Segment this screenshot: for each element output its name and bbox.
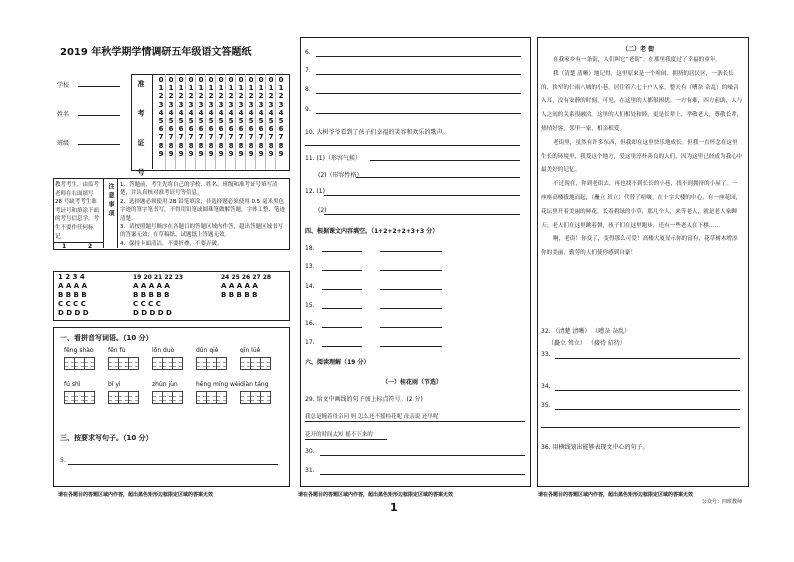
answer-line[interactable] [322, 289, 362, 290]
digit-bubble[interactable]: 7 [258, 133, 264, 142]
digit-bubble[interactable]: 0 [198, 76, 204, 84]
digit-bubble[interactable]: 6 [278, 125, 284, 134]
grid-divider [152, 74, 153, 169]
mc-group-3 [221, 273, 271, 300]
digit-bubble[interactable]: 5 [278, 117, 284, 126]
digit-bubble[interactable]: 6 [218, 125, 224, 134]
digit-bubble[interactable]: 7 [188, 133, 194, 142]
pinyin-label: zhǔn jùn [152, 381, 178, 388]
digit-bubble[interactable]: 3 [228, 100, 234, 109]
digit-bubble[interactable]: 9 [168, 149, 174, 158]
digit-bubble[interactable]: 9 [258, 149, 264, 158]
digit-bubble[interactable]: 0 [218, 76, 224, 84]
admission-digit-column[interactable] [277, 76, 285, 158]
digit-bubble[interactable]: 8 [188, 141, 194, 150]
q11-1-label: 11. (1)（形容气候） [305, 155, 361, 162]
writing-cell[interactable] [260, 391, 271, 404]
digit-bubble[interactable]: 8 [218, 141, 224, 150]
notice-item: 2．选择题必须使用 2B 铅笔填涂；非选择题必须使用 0.5 毫米黑色字迹的签字笔书写，不得用铅笔或圆珠笔做解答题，字体工整、笔迹清楚。 [120, 198, 286, 222]
absent-note: 教考考生，由监考老师在右面填写 28 号缺考考生准考证号和填涂下面的考号信息学，考生不要作任何标记。 [55, 182, 100, 240]
digit-bubble[interactable]: 6 [168, 125, 174, 134]
digit-bubble[interactable]: 3 [188, 100, 194, 109]
mc-option-row[interactable]: D D D D [58, 309, 89, 317]
writing-cell[interactable] [84, 357, 95, 370]
digit-bubble[interactable]: 0 [238, 76, 244, 84]
digit-bubble[interactable]: 6 [228, 125, 234, 134]
digit-bubble[interactable]: 2 [198, 92, 204, 101]
digit-bubble[interactable]: 2 [258, 92, 264, 101]
answer-line[interactable] [356, 177, 520, 178]
digit-bubble[interactable]: 8 [278, 141, 284, 150]
grid-line [275, 74, 276, 169]
writing-cell[interactable] [128, 357, 139, 370]
q14-label: 14. [305, 283, 315, 290]
answer-line[interactable] [305, 145, 520, 146]
digit-bubble[interactable]: 3 [208, 100, 214, 109]
digit-bubble[interactable]: 3 [268, 100, 274, 109]
q33-answer-line[interactable] [555, 358, 740, 359]
mc-group-1 [58, 273, 89, 318]
pinyin-label: fú shì [64, 381, 81, 388]
writing-grid[interactable] [152, 357, 182, 370]
grid-line [215, 74, 216, 169]
digit-bubble[interactable]: 2 [218, 92, 224, 101]
answer-line[interactable] [316, 56, 521, 57]
section-4-heading: 四、根据课文内容填空。（1+2+2+2+3+3 分） [305, 228, 439, 235]
admission-digit-column[interactable] [267, 76, 275, 158]
pinyin-label: hēng míng wèi [196, 381, 241, 388]
class-input[interactable] [78, 144, 120, 145]
digit-bubble[interactable]: 5 [198, 117, 204, 126]
grid-line [195, 74, 196, 169]
writing-grid[interactable] [240, 391, 270, 404]
writing-grid[interactable] [152, 391, 182, 404]
digit-bubble[interactable]: 9 [198, 149, 204, 158]
digit-bubble[interactable]: 1 [258, 84, 264, 93]
q5-label: 5. [60, 457, 66, 464]
digit-bubble[interactable]: 4 [248, 108, 254, 117]
q31-label: 31. [305, 467, 315, 474]
digit-bubble[interactable]: 6 [188, 125, 194, 134]
school-label: 学校 [57, 82, 70, 89]
digit-bubble[interactable]: 5 [248, 117, 254, 126]
digit-bubble[interactable]: 1 [248, 84, 254, 93]
q8-label: 8. [305, 86, 311, 93]
digit-bubble[interactable]: 1 [168, 84, 174, 93]
mc-option-row[interactable]: C C C C [58, 300, 86, 308]
answer-line[interactable] [316, 113, 521, 114]
digit-bubble[interactable]: 4 [228, 108, 234, 117]
name-input[interactable] [78, 115, 120, 116]
section-6-heading: 六、阅读理解（19 分） [305, 359, 370, 366]
digit-bubble[interactable]: 0 [158, 76, 164, 84]
admission-digit-column[interactable] [187, 76, 195, 158]
digit-bubble[interactable]: 0 [178, 76, 184, 84]
q29-sentence-1: 我总是缠着母亲问 妈 怎么还不摇桂花呢 母亲说 还早呢 [305, 414, 439, 420]
pinyin-label: qīn lüè [240, 347, 261, 354]
name-label: 姓名 [57, 111, 70, 118]
digit-bubble[interactable]: 1 [178, 84, 184, 93]
digit-bubble[interactable]: 8 [238, 141, 244, 150]
digit-bubble[interactable]: 9 [178, 149, 184, 158]
digit-bubble[interactable]: 8 [198, 141, 204, 150]
digit-bubble[interactable]: 8 [248, 141, 254, 150]
pinyin-label: diàn táng [240, 381, 269, 388]
q7-label: 7. [305, 67, 311, 74]
digit-bubble[interactable]: 7 [198, 133, 204, 142]
admission-digit-column[interactable] [227, 76, 235, 158]
mc-group-2 [133, 273, 183, 318]
grid-line [165, 74, 166, 169]
pinyin-label: dūn qiè [196, 347, 219, 354]
notice-heading: 注意事项 [107, 183, 114, 219]
digit-bubble[interactable]: 7 [228, 133, 234, 142]
digit-bubble[interactable]: 0 [168, 76, 174, 84]
q5-answer-line[interactable] [68, 464, 278, 465]
admission-digit-column[interactable] [177, 76, 185, 158]
digit-bubble[interactable]: 2 [158, 92, 164, 101]
pinyin-label: bǐ yì [108, 381, 121, 388]
digit-bubble[interactable]: 1 [278, 84, 284, 93]
notice-divider [103, 178, 104, 248]
absent-label-2: 2 [88, 243, 93, 250]
admission-digit-column[interactable] [217, 76, 225, 158]
section-1-heading: 一、看拼音写词语。（10 分） [60, 334, 153, 342]
page-title: 2019 年秋学期学情调研五年级语文答题纸 [60, 47, 252, 58]
digit-bubble[interactable]: 8 [258, 141, 264, 150]
digit-bubble[interactable]: 6 [208, 125, 214, 134]
writing-grid[interactable] [240, 357, 270, 370]
answer-line[interactable] [380, 308, 442, 309]
digit-bubble[interactable]: 3 [238, 100, 244, 109]
digit-bubble[interactable]: 3 [198, 100, 204, 109]
mc-numbers: 1 2 3 4 [58, 273, 85, 281]
digit-bubble[interactable]: 5 [228, 117, 234, 126]
digit-bubble[interactable]: 9 [188, 149, 194, 158]
writing-grid[interactable] [108, 391, 138, 404]
digit-bubble[interactable]: 9 [248, 149, 254, 158]
passage-paragraph: 不过现在，你到老街去，再也找不到长长的小巷，找不到拥挤的小屋了。一座座高楼拔地而起，（矗立 耸立）代替了喧嚷。在十字大楼的中心，有一座花园，花坛里开着美丽的鲜花，长着碧绿的小草，那几个人，来等老人，就是老人家聊天；老人们在这里跳着舞，孩子们在这里跑步，还有一些老人在下棋…… [541, 181, 742, 229]
digit-bubble[interactable]: 1 [228, 84, 234, 93]
digit-bubble[interactable]: 0 [248, 76, 254, 84]
digit-bubble[interactable]: 4 [208, 108, 214, 117]
mc-option-row[interactable]: D D D D D [133, 309, 172, 317]
section-3-heading: 三、按要求写句子。（10 分） [60, 434, 153, 442]
q6-label: 6. [305, 49, 311, 56]
pinyin-label: lōn duò [152, 347, 175, 354]
notice-divider-2 [117, 178, 118, 248]
digit-bubble[interactable]: 9 [228, 149, 234, 158]
answer-line[interactable] [380, 289, 442, 290]
answer-line[interactable] [370, 160, 520, 161]
mc-option-row[interactable]: B B B B B [221, 291, 258, 299]
admission-digit-column[interactable] [257, 76, 265, 158]
digit-bubble[interactable]: 3 [248, 100, 254, 109]
digit-bubble[interactable]: 9 [278, 149, 284, 158]
digit-bubble[interactable]: 2 [168, 92, 174, 101]
digit-bubble[interactable]: 4 [188, 108, 194, 117]
brand-mark: 公众号：四班教师 [702, 499, 743, 505]
digit-bubble[interactable]: 4 [278, 108, 284, 117]
digit-bubble[interactable]: 1 [198, 84, 204, 93]
pinyin-label: fěng shào [64, 347, 94, 354]
q11-2-label: (2)（形容性格） [318, 172, 363, 179]
digit-bubble[interactable]: 4 [158, 108, 164, 117]
digit-bubble[interactable]: 2 [228, 92, 234, 101]
digit-bubble[interactable]: 9 [238, 149, 244, 158]
digit-bubble[interactable]: 1 [208, 84, 214, 93]
grid-line [175, 74, 176, 169]
admission-digit-column[interactable] [197, 76, 205, 158]
q10-text: 10. 大树爷爷看到了孩子们幸福的笑容和欢乐的歌声。 [305, 129, 449, 136]
digit-bubble[interactable]: 2 [248, 92, 254, 101]
answer-line[interactable] [316, 93, 521, 94]
admission-digit-column[interactable] [247, 76, 255, 158]
passage-paragraph: 啊，老街！你变了，变得那么可爱！高楼大厦显示你的富有，花草树木增添你的美丽，勤劳的人们使你感到自豪！ [541, 236, 738, 257]
grid-line [265, 74, 266, 169]
q30-label: 30. [305, 448, 315, 455]
digit-bubble[interactable]: 8 [158, 141, 164, 150]
digit-bubble[interactable]: 5 [218, 117, 224, 126]
digit-bubble[interactable]: 7 [248, 133, 254, 142]
digit-bubble[interactable]: 8 [168, 141, 174, 150]
digit-bubble[interactable]: 1 [238, 84, 244, 93]
school-input[interactable] [78, 86, 120, 87]
q29-underline-2 [305, 439, 387, 440]
digit-bubble[interactable]: 4 [268, 108, 274, 117]
q17-label: 17. [305, 339, 315, 346]
digit-bubble[interactable]: 5 [158, 117, 164, 126]
answer-line[interactable] [380, 346, 442, 347]
notice-item: 1．答题前，考生先将自己的学校、姓名、班级和准考证号填写清楚，并认真核对准考证号等信息。 [120, 182, 278, 197]
digit-bubble[interactable]: 6 [238, 125, 244, 134]
grid-line [205, 74, 206, 169]
digit-bubble[interactable]: 3 [258, 100, 264, 109]
digit-bubble[interactable]: 1 [158, 84, 164, 93]
grid-line [245, 74, 246, 169]
mc-option-row[interactable]: A A A A A [133, 282, 170, 290]
answer-line[interactable] [322, 308, 362, 309]
digit-bubble[interactable]: 7 [178, 133, 184, 142]
digit-bubble[interactable]: 5 [188, 117, 194, 126]
q35-label: 35. [541, 402, 551, 409]
answer-line[interactable] [322, 327, 362, 328]
reading-2-title: （二）老 街 [622, 46, 655, 53]
answer-line[interactable] [324, 195, 520, 196]
digit-bubble[interactable]: 8 [228, 141, 234, 150]
digit-bubble[interactable]: 7 [218, 133, 224, 142]
digit-bubble[interactable]: 2 [268, 92, 274, 101]
q9-label: 9. [305, 106, 311, 113]
admission-digit-column[interactable] [157, 76, 165, 158]
digit-bubble[interactable]: 7 [158, 133, 164, 142]
admission-digit-column[interactable] [237, 76, 245, 158]
q12-1-label: 12. (1) [305, 188, 325, 195]
grid-line [225, 74, 226, 169]
digit-bubble[interactable]: 0 [268, 76, 274, 84]
digit-bubble[interactable]: 2 [238, 92, 244, 101]
digit-bubble[interactable]: 8 [178, 141, 184, 150]
digit-bubble[interactable]: 6 [158, 125, 164, 134]
digit-bubble[interactable]: 0 [258, 76, 264, 84]
digit-bubble[interactable]: 3 [218, 100, 224, 109]
answer-line[interactable] [320, 455, 525, 456]
pinyin-label: fēn fù [108, 347, 126, 354]
digit-bubble[interactable]: 8 [208, 141, 214, 150]
digit-bubble[interactable]: 6 [198, 125, 204, 134]
writing-cell[interactable] [84, 391, 95, 404]
grid-line [185, 74, 186, 169]
writing-cell[interactable] [172, 357, 183, 370]
admission-digit-column[interactable] [207, 76, 215, 158]
digit-bubble[interactable]: 2 [178, 92, 184, 101]
digit-bubble[interactable]: 2 [208, 92, 214, 101]
digit-bubble[interactable]: 2 [278, 92, 284, 101]
digit-bubble[interactable]: 3 [178, 100, 184, 109]
admission-digit-column[interactable] [167, 76, 175, 158]
digit-bubble[interactable]: 4 [178, 108, 184, 117]
digit-bubble[interactable]: 4 [168, 108, 174, 117]
writing-grid[interactable] [196, 391, 226, 404]
mc-option-row[interactable]: B B B B [58, 291, 87, 299]
answer-line[interactable] [322, 270, 362, 271]
digit-bubble[interactable]: 4 [198, 108, 204, 117]
digit-bubble[interactable]: 0 [208, 76, 214, 84]
notice-item: 4．保持卡面清洁，不要折叠，不要弄破。 [120, 240, 223, 247]
mc-option-row[interactable]: A A A A [58, 282, 87, 290]
writing-cell[interactable] [172, 391, 183, 404]
writing-grid[interactable] [196, 357, 226, 370]
writing-grid[interactable] [64, 357, 94, 370]
writing-cell[interactable] [216, 391, 227, 404]
passage-paragraph: 在我家乡有一条街，人们叫它“老街”。在那里我度过了幸福的童年。 [553, 57, 722, 63]
answer-line[interactable] [380, 251, 442, 252]
digit-bubble[interactable]: 3 [158, 100, 164, 109]
digit-bubble[interactable]: 4 [218, 108, 224, 117]
footer-warning: 请在各题目的答题区域内作答，超出黑色矩形边框限定区域的答案无效 [58, 492, 214, 498]
answer-line[interactable] [322, 346, 362, 347]
notice-item: 3．请按照题号顺序在各题目的答题区域内作答，超出答题区域书写的答案无效；在草稿纸、试题纸上答题无效。 [120, 224, 284, 239]
answer-line[interactable] [380, 327, 442, 328]
q16-label: 16. [305, 320, 315, 327]
digit-bubble[interactable]: 1 [268, 84, 274, 93]
q35-answer-line-2[interactable] [541, 427, 740, 428]
grid-line [255, 74, 256, 169]
q35-answer-line[interactable] [555, 409, 740, 410]
q13-label: 13. [305, 263, 315, 270]
writing-grid[interactable] [108, 357, 138, 370]
digit-bubble[interactable]: 5 [238, 117, 244, 126]
digit-bubble[interactable]: 1 [218, 84, 224, 93]
mc-option-row[interactable]: C C C C [133, 300, 161, 308]
answer-line[interactable] [380, 270, 442, 271]
digit-bubble[interactable]: 9 [268, 149, 274, 158]
mc-option-row[interactable]: B B B B B [133, 291, 170, 299]
mc-numbers: 19 20 21 22 23 [133, 274, 184, 281]
digit-bubble[interactable]: 0 [278, 76, 284, 84]
admission-number-label: 准 考 证 号 [137, 80, 145, 186]
mc-numbers: 24 25 26 27 28 [221, 274, 272, 281]
digit-bubble[interactable]: 6 [248, 125, 254, 134]
answer-line[interactable] [316, 74, 521, 75]
digit-bubble[interactable]: 0 [228, 76, 234, 84]
absent-divider [53, 242, 103, 243]
grid-line [235, 74, 236, 169]
digit-bubble[interactable]: 7 [278, 133, 284, 142]
footer-warning-2: 请在各题目的答题区域内作答，超出黑色矩形边框限定区域的答案无效 [298, 492, 454, 498]
reading-1-title: （一）桂花雨（节选） [382, 379, 443, 386]
q36-text: 36. 用横线划出能够表现文中心的句子。 [541, 444, 649, 451]
q15-label: 15. [305, 302, 315, 309]
digit-bubble[interactable]: 5 [208, 117, 214, 126]
q32-options: 32. （清楚 清晰） （嘈杂 杂乱） [541, 328, 631, 335]
q12-2-label: (2) [318, 207, 327, 214]
digit-bubble[interactable]: 2 [188, 92, 194, 101]
digit-bubble[interactable]: 6 [178, 125, 184, 134]
mc-option-row[interactable]: A A A A A [221, 282, 258, 290]
writing-grid[interactable] [64, 391, 94, 404]
digit-bubble[interactable]: 7 [208, 133, 214, 142]
digit-bubble[interactable]: 5 [258, 117, 264, 126]
absent-label-1: 1 [62, 243, 67, 250]
page-number: 1 [390, 501, 398, 514]
digit-bubble[interactable]: 6 [268, 125, 274, 134]
digit-bubble[interactable]: 9 [218, 149, 224, 158]
digit-bubble[interactable]: 7 [268, 133, 274, 142]
reading-2-passage [541, 54, 743, 261]
digit-bubble[interactable]: 1 [188, 84, 194, 93]
q33-label: 33. [541, 351, 551, 358]
digit-bubble[interactable]: 4 [238, 108, 244, 117]
answer-line[interactable] [324, 214, 520, 215]
answer-line[interactable] [320, 474, 525, 475]
digit-bubble[interactable]: 4 [258, 108, 264, 117]
digit-bubble[interactable]: 7 [238, 133, 244, 142]
digit-bubble[interactable]: 5 [168, 117, 174, 126]
digit-bubble[interactable]: 9 [208, 149, 214, 158]
writing-cell[interactable] [128, 391, 139, 404]
writing-cell[interactable] [260, 357, 271, 370]
notice-items [120, 181, 286, 248]
passage-paragraph: 老街里，虽然有许多东西，但我却在这里快乐地成长。但我一直怀念在这里生长的环境里，我爱这个地方，爱这里淳朴善良的人们，因为这里已经成为我心中最美好的记忆。 [541, 139, 743, 174]
digit-bubble[interactable]: 0 [188, 76, 194, 84]
writing-cell[interactable] [216, 357, 227, 370]
q34-label: 34. [541, 383, 551, 390]
q29-sentence-2: 花开的时间太短 摇不下来的 [305, 432, 373, 438]
digit-bubble[interactable]: 6 [258, 125, 264, 134]
footer-warning-3: 请在各题目的答题区域内作答，超出黑色矩形边框限定区域的答案无效 [538, 492, 694, 498]
q29-text: 29. 给文中画线的句子加上标点符号。(2 分) [305, 396, 423, 403]
digit-bubble[interactable]: 8 [268, 141, 274, 150]
q34-answer-line[interactable] [555, 390, 740, 391]
digit-bubble[interactable]: 5 [268, 117, 274, 126]
digit-bubble[interactable]: 7 [168, 133, 174, 142]
q32-options-2: （矗立 耸立） （接待 招待） [548, 340, 626, 347]
answer-line[interactable] [322, 251, 362, 252]
digit-bubble[interactable]: 3 [278, 100, 284, 109]
q18-label: 18. [305, 245, 315, 252]
passage-paragraph: 我（清楚 清晰）地记得，这里原来是一个喧闹、拥挤的居民区，一条长长的、狭窄的仁雨八城的小巷。居住着六七十户人家，整天有（嘈杂 杂乱）的噪音入耳，没有安静的时刻。可见，在这里的人都很困扰。一方有难，四方前助，人与人之间的关系很融洽。这里的人们相处和睦，更是长辈上，孝敬老人，尊敬长辈，热情好客，邻里一家，相亲相爱。 [541, 70, 743, 132]
digit-bubble[interactable]: 9 [158, 149, 164, 158]
digit-bubble[interactable]: 3 [168, 100, 174, 109]
q29-underline-1 [305, 421, 525, 422]
digit-bubble[interactable]: 5 [178, 117, 184, 126]
class-label: 班级 [57, 140, 70, 147]
